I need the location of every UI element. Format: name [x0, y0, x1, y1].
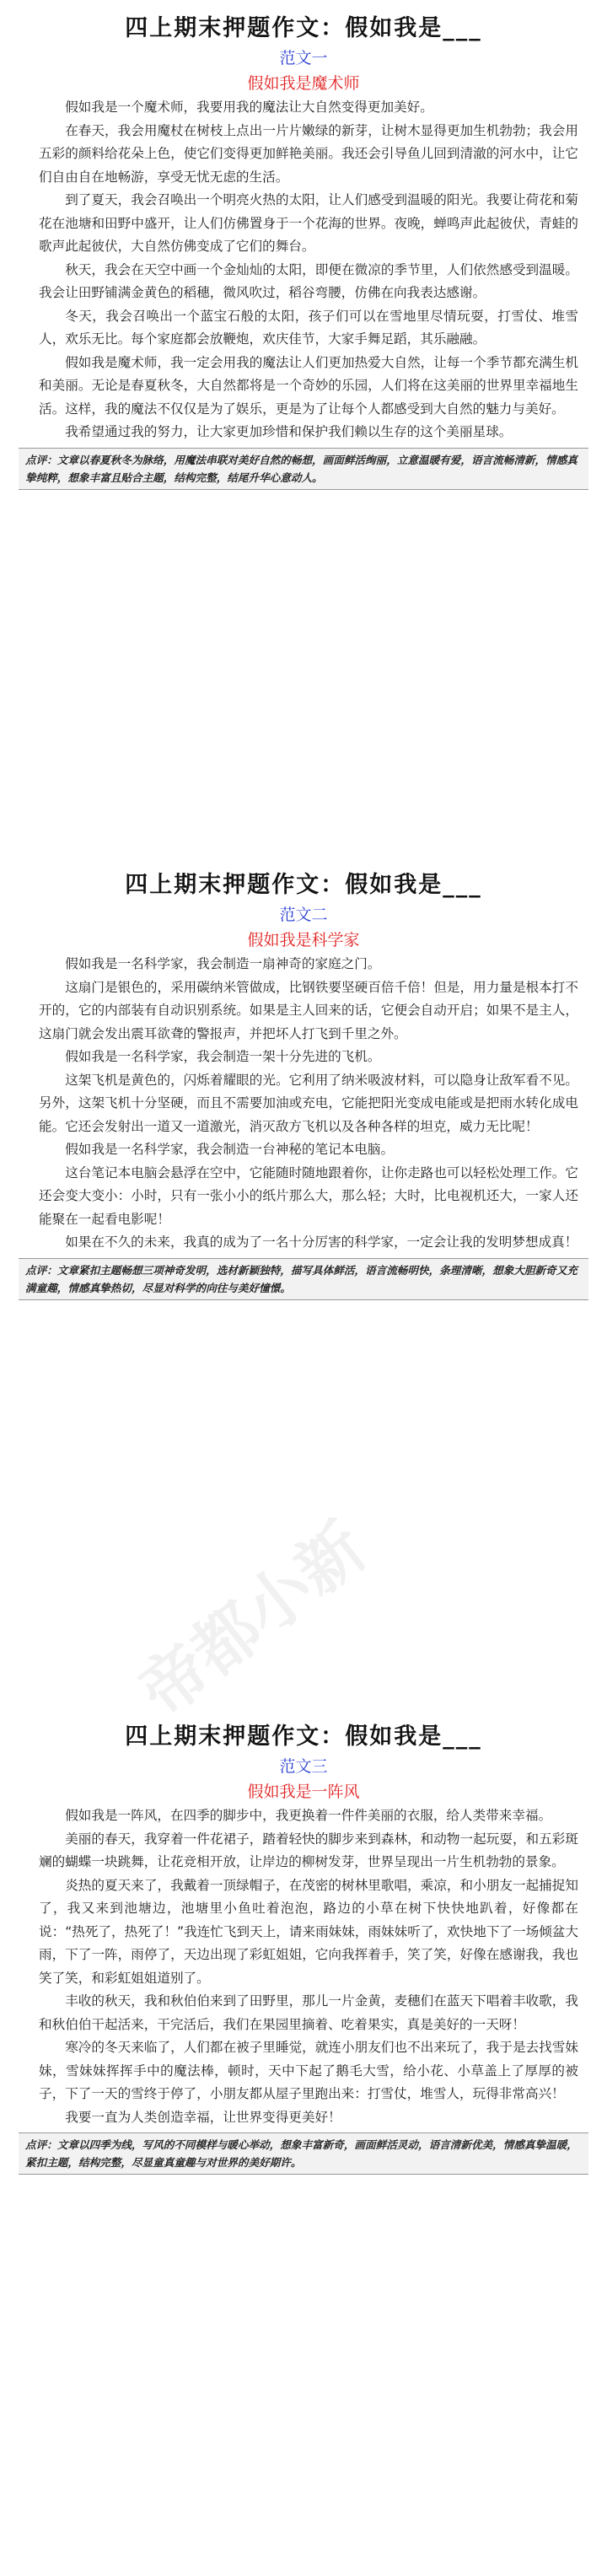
essay-body [0, 953, 607, 1255]
paragraph: 我希望通过我的努力，让大家更加珍惜和保护我们赖以生存的这个美丽星球。 [65, 424, 513, 439]
paragraph: 假如我是一阵风，在四季的脚步中，我更换着一件件美丽的衣服，给人类带来幸福。 [65, 1808, 552, 1823]
paragraph: 美丽的春天，我穿着一件花裙子，踏着轻快的脚步来到森林，和动物一起玩耍，和五彩斑斓的蝴蝶一块跳舞，让花竞相开放，让岸边的柳树发芽，世界呈现出一片生机勃勃的景象。 [39, 1831, 578, 1869]
comment-box: 点评：文章紧扣主题畅想三项神奇发明，选材新颖独特，描写具体鲜活，语言流畅明快，条理清晰，想象大胆新奇又充满童趣，情感真挚热切，尽显对科学的向往与美好憧憬。 [19, 1258, 588, 1300]
paragraph: 这台笔记本电脑会悬浮在空中，它能随时随地跟着你，让你走路也可以轻松处理工作。它还会变大变小：小时，只有一张小小的纸片那么大，那么轻；大时，比电视机还大，一家人还能聚在一起看电影呢！ [39, 1164, 578, 1227]
paragraph: 在春天，我会用魔杖在树枝上点出一片片嫩绿的新芽，让树木显得更加生机勃勃；我会用五彩的颜料给花朵上色，使它们变得更加鲜艳美丽。我还会引导鱼儿回到清澈的河水中，让它们自由自在地畅游，享受无忧无虑的生活。 [39, 122, 578, 185]
sample-label: 范文二 [279, 906, 328, 924]
section-title: 四上期末押题作文：假如我是___ [125, 15, 482, 41]
sample-label: 范文一 [279, 49, 328, 67]
paragraph: 这扇门是银色的，采用碳纳米管做成，比钢铁要坚硬百倍千倍！但是，用力量是根本打不开的，它的内部装有自动识别系统。如果是主人回来的话，它便会自动开启；如果不是主人，这扇门就会发出震耳欲聋的警报声，并把坏人打飞到千里之外。 [39, 979, 578, 1041]
paragraph: 如果在不久的未来，我真的成为了一名十分厉害的科学家，一定会让我的发明梦想成真！ [65, 1234, 578, 1250]
essay-title: 假如我是魔术师 [247, 74, 360, 93]
essay-body [0, 96, 607, 444]
paragraph: 冬天，我会召唤出一个蓝宝石般的太阳，孩子们可以在雪地里尽情玩耍，打雪仗、堆雪人，欢乐无比。每个家庭都会放鞭炮，欢庆佳节，大家手舞足蹈，其乐融融。 [39, 308, 578, 347]
paragraph: 假如我是一名科学家，我会制造一台神秘的笔记本电脑。 [65, 1142, 395, 1157]
paragraph: 秋天，我会在天空中画一个金灿灿的太阳，即便在微凉的季节里，人们依然感受到温暖。我会让田野铺满金黄色的稻穗，微风吹过，稻谷弯腰，仿佛在向我表达感谢。 [39, 261, 578, 300]
essay-section-2 [0, 869, 607, 1300]
section-title: 四上期末押题作文：假如我是___ [125, 872, 482, 898]
paragraph: 炎热的夏天来了，我戴着一顶绿帽子，在茂密的树林里歌唱，乘凉，和小朋友一起捕捉知了，我又来到池塘边，池塘里小鱼吐着泡泡，路边的小草在树下快快地趴着，好像都在说：“热死了，热死了！”我连忙飞到天上，请来雨妹妹，雨妹妹听了，欢快地下了一场倾盆大雨，下了一阵，雨停了，天边出现了彩虹姐姐，它向我挥着手，笑了笑，好像在感谢我，我也笑了笑，和彩虹姐姐道别了。 [39, 1877, 578, 1986]
section-title: 四上期末押题作文：假如我是___ [125, 1724, 482, 1750]
essay-title: 假如我是科学家 [247, 931, 360, 949]
comment-box: 点评：文章以春夏秋冬为脉络，用魔法串联对美好自然的畅想，画面鲜活绚丽，立意温暖有爱，语言流畅清新，情感真挚纯粹，想象丰富且贴合主题，结构完整，结尾升华心意动人。 [19, 448, 588, 490]
paragraph: 假如我是一名科学家，我会制造一架十分先进的飞机。 [65, 1049, 381, 1064]
sample-label: 范文三 [279, 1757, 328, 1776]
paragraph: 我要一直为人类创造幸福，让世界变得更美好！ [65, 2109, 341, 2125]
paragraph: 假如我是一个魔术师，我要用我的魔法让大自然变得更加美好。 [65, 99, 433, 115]
watermark: 帝都小新 [126, 1509, 380, 1732]
essay-section-1 [0, 12, 607, 490]
comment-box: 点评：文章以四季为线，写风的不同模样与暖心举动，想象丰富新奇，画面鲜活灵动，语言清新优美，情感真挚温暖，紧扣主题，结构完整，尽显童真童趣与对世界的美好期许。 [19, 2132, 588, 2175]
paragraph: 丰收的秋天，我和秋伯伯来到了田野里，那儿一片金黄，麦穗们在蓝天下唱着丰收歌，我和秋伯伯干起活来，干完活后，我们在果园里摘着、吃着果实，真是美好的一天呀！ [39, 1993, 578, 2032]
essay-body [0, 1804, 607, 2129]
paragraph: 假如我是一名科学家，我会制造一扇神奇的家庭之门。 [65, 956, 381, 971]
essay-title: 假如我是一阵风 [247, 1783, 360, 1801]
paragraph: 假如我是魔术师，我一定会用我的魔法让人们更加热爱大自然，让每一个季节都充满生机和美丽。无论是春夏秋冬，大自然都将是一个奇妙的乐园，人们将在这美丽的世界里幸福地生活。这样，我的魔法不仅仅是为了娱乐，更是为了让每个人都感受到大自然的魅力与美好。 [39, 354, 578, 417]
essay-section-3 [0, 1720, 607, 2175]
paragraph: 这架飞机是黄色的，闪烁着耀眼的光。它利用了纳米吸波材料，可以隐身让敌军看不见。另外，这架飞机十分坚硬，而且不需要加油或充电，它能把阳光变成电能或是把雨水转化成电能。它还会发射出一道又一道激光，消灭敌方飞机以及各种各样的坦克，威力无比呢！ [39, 1072, 578, 1134]
paragraph: 到了夏天，我会召唤出一个明亮火热的太阳，让人们感受到温暖的阳光。我要让荷花和菊花在池塘和田野中盛开，让人们仿佛置身于一个花海的世界。夜晚，蝉鸣声此起彼伏，青蛙的歌声此起彼伏，大自然仿佛变成了它们的舞台。 [39, 192, 578, 254]
paragraph: 寒冷的冬天来临了，人们都在被子里睡觉，就连小朋友们也不出来玩了，我于是去找雪妹妹，雪妹妹挥挥手中的魔法棒，顿时，天中下起了鹅毛大雪，给小花、小草盖上了厚厚的被子，下了一天的雪终于停了，小朋友都从屋子里跑出来：打雪仗，堆雪人，玩得非常高兴！ [39, 2040, 578, 2101]
